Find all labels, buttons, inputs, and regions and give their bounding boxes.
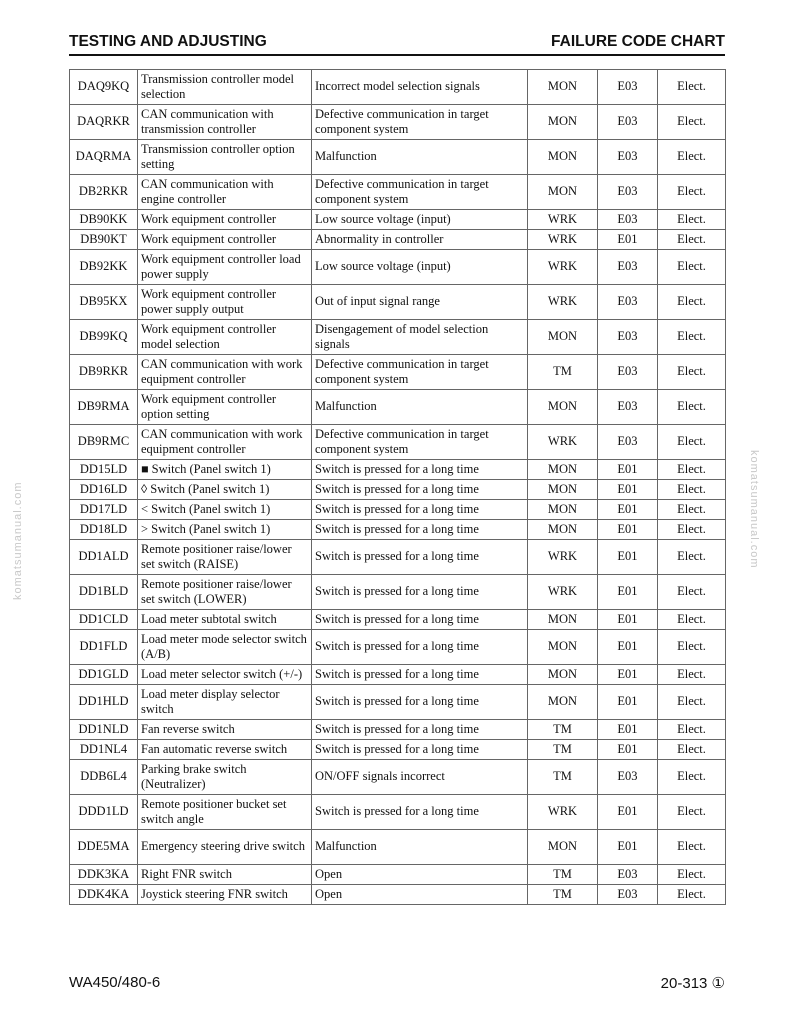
category-cell: Elect. — [658, 630, 726, 665]
table-row — [70, 720, 726, 740]
category-cell: Elect. — [658, 210, 726, 230]
problem-cell: Defective communication in target component system — [312, 105, 528, 140]
failure-code-cell: DD17LD — [70, 500, 138, 520]
component-cell: Work equipment controller option setting — [138, 390, 312, 425]
table-row — [70, 140, 726, 175]
action-code-cell: E01 — [598, 740, 658, 760]
table-row — [70, 610, 726, 630]
controller-cell: MON — [528, 320, 598, 355]
controller-cell: TM — [528, 885, 598, 905]
action-code-cell: E01 — [598, 630, 658, 665]
table-row — [70, 320, 726, 355]
controller-cell: WRK — [528, 425, 598, 460]
category-cell: Elect. — [658, 390, 726, 425]
table-row — [70, 230, 726, 250]
problem-cell: Switch is pressed for a long time — [312, 540, 528, 575]
table-row — [70, 105, 726, 140]
component-cell: > Switch (Panel switch 1) — [138, 520, 312, 540]
failure-code-cell: DD1ALD — [70, 540, 138, 575]
failure-code-cell: DD1NL4 — [70, 740, 138, 760]
failure-code-cell: DD1CLD — [70, 610, 138, 630]
component-cell: Remote positioner bucket set switch angle — [138, 795, 312, 830]
chapter-title: FAILURE CODE CHART — [551, 33, 725, 50]
action-code-cell: E03 — [598, 355, 658, 390]
controller-cell: TM — [528, 355, 598, 390]
table-row — [70, 500, 726, 520]
table-row — [70, 175, 726, 210]
failure-code-cell: DDK4KA — [70, 885, 138, 905]
table-row — [70, 885, 726, 905]
component-cell: Parking brake switch (Neutralizer) — [138, 760, 312, 795]
table-row — [70, 795, 726, 830]
table-row — [70, 355, 726, 390]
controller-cell: MON — [528, 105, 598, 140]
category-cell: Elect. — [658, 175, 726, 210]
action-code-cell: E03 — [598, 70, 658, 105]
failure-code-cell: DAQRMA — [70, 140, 138, 175]
table-row — [70, 285, 726, 320]
table-row — [70, 70, 726, 105]
action-code-cell: E01 — [598, 830, 658, 865]
component-cell: CAN communication with engine controller — [138, 175, 312, 210]
table-row — [70, 665, 726, 685]
controller-cell: MON — [528, 500, 598, 520]
category-cell: Elect. — [658, 830, 726, 865]
controller-cell: MON — [528, 70, 598, 105]
component-cell: CAN communication with work equipment controller — [138, 355, 312, 390]
failure-code-cell: DD1BLD — [70, 575, 138, 610]
component-cell: Fan automatic reverse switch — [138, 740, 312, 760]
action-code-cell: E01 — [598, 540, 658, 575]
action-code-cell: E03 — [598, 285, 658, 320]
controller-cell: MON — [528, 665, 598, 685]
failure-code-cell: DDE5MA — [70, 830, 138, 865]
controller-cell: MON — [528, 830, 598, 865]
action-code-cell: E03 — [598, 390, 658, 425]
component-cell: Remote positioner raise/lower set switch (RAISE) — [138, 540, 312, 575]
controller-cell: WRK — [528, 230, 598, 250]
table-row — [70, 480, 726, 500]
controller-cell: WRK — [528, 210, 598, 230]
category-cell: Elect. — [658, 425, 726, 460]
problem-cell: Open — [312, 865, 528, 885]
problem-cell: Abnormality in controller — [312, 230, 528, 250]
component-cell: Fan reverse switch — [138, 720, 312, 740]
table-row — [70, 390, 726, 425]
problem-cell: Open — [312, 885, 528, 905]
component-cell: Work equipment controller load power supply — [138, 250, 312, 285]
problem-cell: Disengagement of model selection signals — [312, 320, 528, 355]
problem-cell: Switch is pressed for a long time — [312, 520, 528, 540]
controller-cell: TM — [528, 720, 598, 740]
problem-cell: Defective communication in target component system — [312, 355, 528, 390]
action-code-cell: E03 — [598, 250, 658, 285]
failure-code-cell: DAQ9KQ — [70, 70, 138, 105]
table-row — [70, 210, 726, 230]
action-code-cell: E01 — [598, 460, 658, 480]
failure-code-cell: DD1NLD — [70, 720, 138, 740]
category-cell: Elect. — [658, 320, 726, 355]
component-cell: Work equipment controller — [138, 210, 312, 230]
problem-cell: Switch is pressed for a long time — [312, 480, 528, 500]
failure-code-cell: DB2RKR — [70, 175, 138, 210]
action-code-cell: E03 — [598, 210, 658, 230]
component-cell: Transmission controller model selection — [138, 70, 312, 105]
table-row — [70, 250, 726, 285]
problem-cell: Switch is pressed for a long time — [312, 630, 528, 665]
category-cell: Elect. — [658, 520, 726, 540]
failure-code-cell: DD1HLD — [70, 685, 138, 720]
problem-cell: Switch is pressed for a long time — [312, 720, 528, 740]
table-row — [70, 740, 726, 760]
category-cell: Elect. — [658, 665, 726, 685]
controller-cell: WRK — [528, 285, 598, 320]
watermark-right: komatsumanual.com — [748, 450, 760, 569]
controller-cell: MON — [528, 390, 598, 425]
action-code-cell: E03 — [598, 760, 658, 795]
failure-code-cell: DD16LD — [70, 480, 138, 500]
component-cell: ◊ Switch (Panel switch 1) — [138, 480, 312, 500]
component-cell: Load meter subtotal switch — [138, 610, 312, 630]
problem-cell: Switch is pressed for a long time — [312, 665, 528, 685]
controller-cell: WRK — [528, 575, 598, 610]
failure-code-cell: DB9RMC — [70, 425, 138, 460]
page-number: 20-313 ① — [660, 975, 725, 992]
problem-cell: Malfunction — [312, 830, 528, 865]
problem-cell: Switch is pressed for a long time — [312, 460, 528, 480]
category-cell: Elect. — [658, 460, 726, 480]
failure-code-cell: DB9RKR — [70, 355, 138, 390]
action-code-cell: E03 — [598, 320, 658, 355]
problem-cell: Switch is pressed for a long time — [312, 610, 528, 630]
action-code-cell: E01 — [598, 500, 658, 520]
action-code-cell: E03 — [598, 865, 658, 885]
category-cell: Elect. — [658, 885, 726, 905]
category-cell: Elect. — [658, 795, 726, 830]
action-code-cell: E03 — [598, 140, 658, 175]
failure-code-cell: DB90KT — [70, 230, 138, 250]
action-code-cell: E03 — [598, 105, 658, 140]
problem-cell: Low source voltage (input) — [312, 210, 528, 230]
category-cell: Elect. — [658, 285, 726, 320]
category-cell: Elect. — [658, 500, 726, 520]
component-cell: CAN communication with transmission controller — [138, 105, 312, 140]
controller-cell: WRK — [528, 540, 598, 575]
table-row — [70, 425, 726, 460]
component-cell: < Switch (Panel switch 1) — [138, 500, 312, 520]
failure-code-cell: DD15LD — [70, 460, 138, 480]
action-code-cell: E01 — [598, 575, 658, 610]
component-cell: Load meter selector switch (+/-) — [138, 665, 312, 685]
controller-cell: MON — [528, 480, 598, 500]
controller-cell: MON — [528, 610, 598, 630]
model-number: WA450/480-6 — [69, 974, 161, 991]
action-code-cell: E01 — [598, 230, 658, 250]
action-code-cell: E03 — [598, 175, 658, 210]
controller-cell: TM — [528, 740, 598, 760]
problem-cell: Switch is pressed for a long time — [312, 795, 528, 830]
category-cell: Elect. — [658, 140, 726, 175]
failure-code-cell: DB9RMA — [70, 390, 138, 425]
problem-cell: Defective communication in target component system — [312, 175, 528, 210]
action-code-cell: E01 — [598, 795, 658, 830]
problem-cell: Malfunction — [312, 140, 528, 175]
action-code-cell: E01 — [598, 720, 658, 740]
component-cell: CAN communication with work equipment controller — [138, 425, 312, 460]
category-cell: Elect. — [658, 720, 726, 740]
problem-cell: Defective communication in target component system — [312, 425, 528, 460]
failure-code-cell: DD18LD — [70, 520, 138, 540]
component-cell: Right FNR switch — [138, 865, 312, 885]
controller-cell: TM — [528, 865, 598, 885]
action-code-cell: E01 — [598, 610, 658, 630]
category-cell: Elect. — [658, 740, 726, 760]
table-row — [70, 520, 726, 540]
problem-cell: Malfunction — [312, 390, 528, 425]
category-cell: Elect. — [658, 540, 726, 575]
action-code-cell: E01 — [598, 685, 658, 720]
category-cell: Elect. — [658, 355, 726, 390]
failure-code-cell: DDB6L4 — [70, 760, 138, 795]
controller-cell: MON — [528, 460, 598, 480]
table-row — [70, 540, 726, 575]
section-title: TESTING AND ADJUSTING — [69, 33, 267, 50]
table-row — [70, 865, 726, 885]
failure-code-cell: DAQRKR — [70, 105, 138, 140]
failure-code-cell: DB90KK — [70, 210, 138, 230]
failure-code-cell: DDK3KA — [70, 865, 138, 885]
failure-code-cell: DD1FLD — [70, 630, 138, 665]
controller-cell: MON — [528, 630, 598, 665]
action-code-cell: E01 — [598, 665, 658, 685]
problem-cell: Low source voltage (input) — [312, 250, 528, 285]
table-row — [70, 460, 726, 480]
problem-cell: ON/OFF signals incorrect — [312, 760, 528, 795]
problem-cell: Switch is pressed for a long time — [312, 575, 528, 610]
table-row — [70, 830, 726, 865]
problem-cell: Out of input signal range — [312, 285, 528, 320]
component-cell: Remote positioner raise/lower set switch (LOWER) — [138, 575, 312, 610]
controller-cell: WRK — [528, 250, 598, 285]
component-cell: Work equipment controller model selection — [138, 320, 312, 355]
controller-cell: TM — [528, 760, 598, 795]
category-cell: Elect. — [658, 610, 726, 630]
controller-cell: WRK — [528, 795, 598, 830]
problem-cell: Incorrect model selection signals — [312, 70, 528, 105]
component-cell: Emergency steering drive switch — [138, 830, 312, 865]
controller-cell: MON — [528, 140, 598, 175]
controller-cell: MON — [528, 685, 598, 720]
failure-code-cell: DB95KX — [70, 285, 138, 320]
controller-cell: MON — [528, 175, 598, 210]
category-cell: Elect. — [658, 230, 726, 250]
table-row — [70, 630, 726, 665]
failure-code-cell: DB92KK — [70, 250, 138, 285]
component-cell: Transmission controller option setting — [138, 140, 312, 175]
component-cell: ■ Switch (Panel switch 1) — [138, 460, 312, 480]
controller-cell: MON — [528, 520, 598, 540]
problem-cell: Switch is pressed for a long time — [312, 740, 528, 760]
table-row — [70, 760, 726, 795]
failure-code-table — [69, 69, 726, 905]
category-cell: Elect. — [658, 685, 726, 720]
table-row — [70, 685, 726, 720]
component-cell: Load meter mode selector switch (A/B) — [138, 630, 312, 665]
category-cell: Elect. — [658, 105, 726, 140]
watermark-left: komatsumanual.com — [12, 481, 24, 600]
category-cell: Elect. — [658, 760, 726, 795]
component-cell: Work equipment controller power supply output — [138, 285, 312, 320]
action-code-cell: E01 — [598, 480, 658, 500]
category-cell: Elect. — [658, 250, 726, 285]
table-row — [70, 575, 726, 610]
action-code-cell: E03 — [598, 885, 658, 905]
failure-code-cell: DDD1LD — [70, 795, 138, 830]
action-code-cell: E03 — [598, 425, 658, 460]
component-cell: Work equipment controller — [138, 230, 312, 250]
category-cell: Elect. — [658, 480, 726, 500]
page-header — [69, 30, 725, 56]
problem-cell: Switch is pressed for a long time — [312, 685, 528, 720]
category-cell: Elect. — [658, 865, 726, 885]
problem-cell: Switch is pressed for a long time — [312, 500, 528, 520]
component-cell: Joystick steering FNR switch — [138, 885, 312, 905]
category-cell: Elect. — [658, 575, 726, 610]
action-code-cell: E01 — [598, 520, 658, 540]
category-cell: Elect. — [658, 70, 726, 105]
failure-code-cell: DD1GLD — [70, 665, 138, 685]
component-cell: Load meter display selector switch — [138, 685, 312, 720]
failure-code-cell: DB99KQ — [70, 320, 138, 355]
